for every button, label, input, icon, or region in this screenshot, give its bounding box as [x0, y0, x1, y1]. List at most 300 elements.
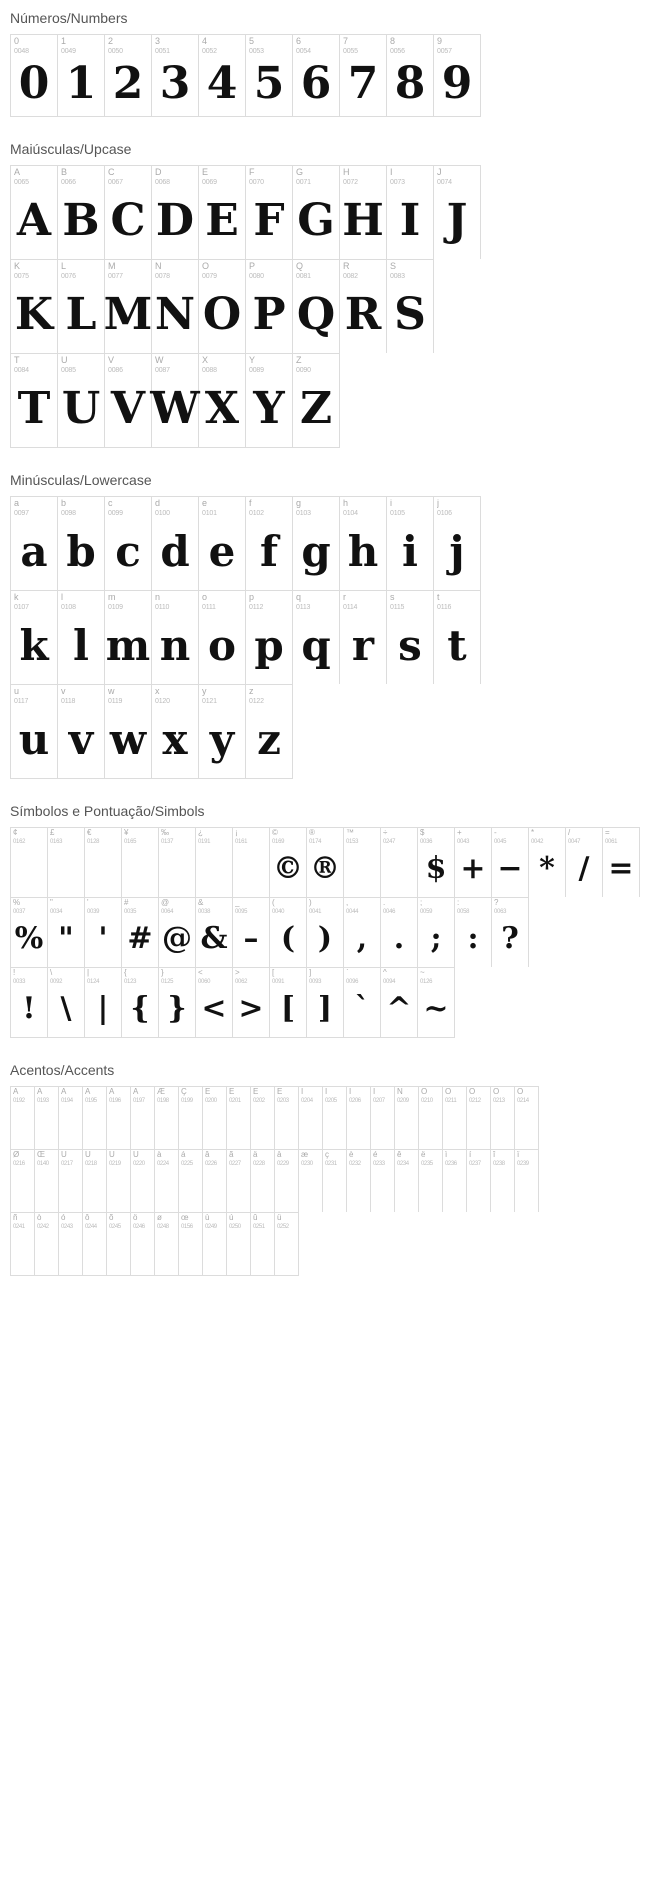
glyph-cell[interactable] — [293, 354, 340, 447]
glyph-cell[interactable] — [381, 898, 418, 967]
glyph-meta — [105, 497, 151, 517]
glyph-cell[interactable] — [270, 898, 307, 967]
glyph-cell[interactable] — [293, 591, 340, 684]
glyph-cell[interactable] — [35, 1150, 59, 1212]
glyph-cell[interactable] — [11, 1087, 35, 1149]
glyph-cell[interactable] — [199, 497, 246, 590]
glyph-meta — [107, 1150, 130, 1167]
glyph-meta — [270, 898, 306, 915]
glyph-code-label: 0035 — [124, 909, 137, 915]
glyph-cell[interactable] — [270, 968, 307, 1037]
glyph-char-label: n — [155, 593, 161, 602]
glyph-cell[interactable] — [293, 260, 340, 353]
glyph-char-label: X — [202, 356, 209, 365]
glyph-cell[interactable] — [434, 35, 481, 116]
glyph-meta — [387, 260, 433, 280]
glyph-cell[interactable] — [246, 497, 293, 590]
glyph-meta — [35, 1213, 58, 1230]
glyph-cell[interactable] — [293, 35, 340, 116]
glyph-cell[interactable] — [270, 828, 307, 897]
glyph-cell[interactable] — [491, 1150, 515, 1212]
glyph-code-label: 0048 — [14, 48, 29, 55]
glyph-char-label: ) — [309, 899, 312, 907]
glyph-cell[interactable] — [105, 497, 152, 590]
glyph-cell[interactable] — [443, 1150, 467, 1212]
glyph-row — [10, 590, 481, 684]
glyph-cell[interactable] — [246, 166, 293, 259]
glyph-meta — [159, 898, 195, 915]
glyph-char-label: G — [296, 168, 304, 177]
glyph-cell[interactable] — [529, 828, 566, 897]
glyph-cell[interactable] — [131, 1213, 155, 1275]
glyph-cell[interactable] — [199, 591, 246, 684]
glyph-char-label: Å — [133, 1088, 139, 1096]
glyph-char-label: á — [181, 1151, 186, 1159]
glyph-cell[interactable] — [251, 1150, 275, 1212]
glyph-cell[interactable] — [179, 1087, 203, 1149]
glyph-meta — [293, 591, 339, 611]
glyph-meta — [381, 828, 417, 845]
glyph-cell[interactable] — [196, 898, 233, 967]
glyph-cell[interactable] — [83, 1087, 107, 1149]
glyph-cell[interactable] — [152, 685, 199, 778]
glyph-cell[interactable] — [603, 828, 640, 897]
glyph-preview: X — [204, 382, 240, 434]
glyph-cell[interactable] — [395, 1087, 419, 1149]
glyph-cell[interactable] — [344, 898, 381, 967]
glyph-cell[interactable] — [199, 354, 246, 447]
glyph-code-label: 0115 — [390, 604, 405, 611]
glyph-cell[interactable] — [11, 898, 48, 967]
glyph-meta — [196, 968, 232, 985]
glyph-cell[interactable] — [387, 497, 434, 590]
glyph-meta — [131, 1213, 154, 1230]
glyph-preview: : — [467, 921, 479, 957]
glyph-cell[interactable] — [85, 898, 122, 967]
glyph-char-label: C — [108, 168, 115, 177]
glyph-char-label: w — [108, 687, 115, 696]
glyph-cell[interactable] — [395, 1150, 419, 1212]
glyph-preview — [83, 1167, 106, 1212]
glyph-cell[interactable] — [418, 898, 455, 967]
glyph-meta — [11, 1213, 34, 1230]
glyph-cell[interactable] — [307, 968, 344, 1037]
glyph-preview — [11, 1230, 34, 1275]
glyph-meta — [515, 1150, 538, 1167]
glyph-code-label: 0203 — [277, 1098, 289, 1104]
glyph-preview — [347, 1167, 370, 1212]
glyph-cell[interactable] — [299, 1150, 323, 1212]
glyph-preview — [467, 1167, 490, 1212]
glyph-cell[interactable] — [275, 1213, 299, 1275]
glyph-preview: N — [154, 288, 196, 340]
glyph-cell[interactable] — [85, 828, 122, 897]
glyph-cell[interactable] — [155, 1213, 179, 1275]
glyph-meta — [155, 1150, 178, 1167]
glyph-cell[interactable] — [492, 828, 529, 897]
glyph-cell[interactable] — [340, 591, 387, 684]
glyph-cell[interactable] — [105, 354, 152, 447]
glyph-char-label: 7 — [343, 37, 349, 46]
glyph-cell[interactable] — [381, 828, 418, 897]
glyph-cell[interactable] — [203, 1150, 227, 1212]
glyph-meta — [152, 35, 198, 55]
glyph-cell[interactable] — [227, 1150, 251, 1212]
glyph-cell[interactable] — [152, 260, 199, 353]
glyph-meta — [246, 35, 292, 55]
glyph-cell[interactable] — [58, 354, 105, 447]
glyph-preview — [35, 1230, 58, 1275]
glyph-preview: c — [115, 526, 141, 576]
glyph-cell[interactable] — [122, 898, 159, 967]
glyph-meta — [246, 685, 292, 705]
glyph-code-label: 0109 — [108, 604, 123, 611]
glyph-cell[interactable] — [179, 1213, 203, 1275]
glyph-char-label: ® — [309, 829, 315, 837]
glyph-char-label: , — [346, 899, 349, 907]
glyph-cell[interactable] — [59, 1150, 83, 1212]
glyph-cell[interactable] — [155, 1087, 179, 1149]
glyph-char-label: | — [87, 969, 90, 977]
glyph-cell[interactable] — [347, 1087, 371, 1149]
glyph-meta — [152, 354, 198, 374]
glyph-char-label: ó — [61, 1214, 66, 1222]
glyph-cell[interactable] — [455, 828, 492, 897]
glyph-code-label: 0095 — [235, 909, 248, 915]
glyph-char-label: Y — [249, 356, 256, 365]
glyph-preview: g — [301, 526, 331, 576]
glyph-code-label: 0055 — [343, 48, 358, 55]
glyph-cell[interactable] — [11, 166, 58, 259]
glyph-char-label: A — [14, 168, 21, 177]
glyph-cell[interactable] — [387, 166, 434, 259]
glyph-cell[interactable] — [203, 1087, 227, 1149]
glyph-cell[interactable] — [227, 1087, 251, 1149]
glyph-cell[interactable] — [434, 166, 481, 259]
glyph-cell[interactable] — [199, 685, 246, 778]
glyph-grid — [0, 34, 661, 117]
glyph-meta — [122, 898, 158, 915]
glyph-char-label: ø — [157, 1214, 162, 1222]
glyph-cell[interactable] — [566, 828, 603, 897]
glyph-cell[interactable] — [105, 591, 152, 684]
glyph-cell[interactable] — [246, 685, 293, 778]
glyph-meta — [131, 1150, 154, 1167]
glyph-cell[interactable] — [131, 1087, 155, 1149]
glyph-code-label: 0042 — [531, 839, 544, 845]
glyph-cell[interactable] — [11, 591, 58, 684]
glyph-cell[interactable] — [515, 1087, 539, 1149]
glyph-preview: ~ — [423, 991, 449, 1027]
glyph-char-label: 5 — [249, 37, 255, 46]
glyph-cell[interactable] — [371, 1087, 395, 1149]
glyph-meta — [11, 497, 57, 517]
glyph-cell[interactable] — [323, 1087, 347, 1149]
glyph-cell[interactable] — [199, 260, 246, 353]
glyph-char-label: i — [390, 499, 392, 508]
glyph-preview: 6 — [300, 57, 332, 109]
glyph-code-label: 0038 — [198, 909, 211, 915]
glyph-preview — [515, 1104, 538, 1149]
glyph-cell[interactable] — [246, 260, 293, 353]
glyph-char-label: Ê — [253, 1088, 259, 1096]
glyph-cell[interactable] — [275, 1150, 299, 1212]
glyph-char-label: m — [108, 593, 116, 602]
glyph-char-label: Á — [37, 1088, 43, 1096]
glyph-cell[interactable] — [35, 1087, 59, 1149]
glyph-cell[interactable] — [11, 260, 58, 353]
glyph-cell[interactable] — [11, 35, 58, 116]
glyph-preview — [347, 1104, 370, 1149]
glyph-cell[interactable] — [340, 166, 387, 259]
glyph-cell[interactable] — [246, 354, 293, 447]
glyph-cell[interactable] — [467, 1087, 491, 1149]
glyph-meta — [11, 685, 57, 705]
glyph-preview — [107, 1167, 130, 1212]
glyph-cell[interactable] — [467, 1150, 491, 1212]
glyph-cell[interactable] — [233, 828, 270, 897]
glyph-cell[interactable] — [152, 166, 199, 259]
glyph-cell[interactable] — [387, 591, 434, 684]
glyph-cell[interactable] — [48, 828, 85, 897]
glyph-cell[interactable] — [323, 1150, 347, 1212]
glyph-meta — [152, 166, 198, 186]
glyph-cell[interactable] — [179, 1150, 203, 1212]
glyph-cell[interactable] — [59, 1087, 83, 1149]
glyph-cell[interactable] — [196, 828, 233, 897]
glyph-cell[interactable] — [381, 968, 418, 1037]
glyph-cell[interactable] — [251, 1087, 275, 1149]
glyph-cell[interactable] — [299, 1087, 323, 1149]
glyph-meta — [11, 828, 47, 845]
glyph-meta — [11, 968, 47, 985]
glyph-meta — [443, 1150, 466, 1167]
glyph-code-label: 0043 — [457, 839, 470, 845]
glyph-cell[interactable] — [58, 591, 105, 684]
glyph-cell[interactable] — [418, 968, 455, 1037]
glyph-cell[interactable] — [340, 497, 387, 590]
glyph-char-label: 0 — [14, 37, 20, 46]
glyph-cell[interactable] — [105, 260, 152, 353]
glyph-cell[interactable] — [492, 898, 529, 967]
glyph-cell[interactable] — [293, 497, 340, 590]
glyph-char-label: ì — [445, 1151, 448, 1159]
glyph-cell[interactable] — [246, 35, 293, 116]
glyph-meta — [340, 497, 386, 517]
glyph-char-label: Î — [349, 1088, 352, 1096]
glyph-cell[interactable] — [227, 1213, 251, 1275]
glyph-cell[interactable] — [203, 1213, 227, 1275]
glyph-cell[interactable] — [275, 1087, 299, 1149]
glyph-meta — [340, 260, 386, 280]
glyph-preview: D — [155, 194, 195, 246]
glyph-preview: V — [110, 382, 146, 434]
glyph-cell[interactable] — [246, 591, 293, 684]
glyph-char-label: õ — [109, 1214, 114, 1222]
glyph-meta — [381, 898, 417, 915]
glyph-code-label: 0210 — [421, 1098, 433, 1104]
glyph-cell[interactable] — [107, 1087, 131, 1149]
glyph-cell[interactable] — [434, 497, 481, 590]
glyph-cell[interactable] — [105, 35, 152, 116]
glyph-cell[interactable] — [387, 260, 434, 353]
glyph-cell[interactable] — [58, 166, 105, 259]
glyph-char-label: Â — [61, 1088, 67, 1096]
glyph-cell[interactable] — [58, 260, 105, 353]
glyph-meta — [199, 166, 245, 186]
glyph-preview — [85, 845, 121, 897]
glyph-code-label: 0033 — [13, 979, 26, 985]
glyph-cell[interactable] — [85, 968, 122, 1037]
glyph-cell[interactable] — [152, 35, 199, 116]
glyph-code-label: 0207 — [373, 1098, 385, 1104]
glyph-cell[interactable] — [418, 828, 455, 897]
glyph-cell[interactable] — [491, 1087, 515, 1149]
glyph-cell[interactable] — [434, 591, 481, 684]
glyph-cell[interactable] — [122, 828, 159, 897]
glyph-meta — [203, 1087, 226, 1104]
glyph-code-label: 0236 — [445, 1161, 457, 1167]
glyph-cell[interactable] — [83, 1213, 107, 1275]
glyph-cell[interactable] — [107, 1213, 131, 1275]
glyph-preview — [59, 1230, 82, 1275]
glyph-cell[interactable] — [152, 354, 199, 447]
glyph-cell[interactable] — [455, 898, 492, 967]
glyph-char-label: ; — [420, 899, 423, 907]
glyph-cell[interactable] — [293, 166, 340, 259]
glyph-cell[interactable] — [199, 166, 246, 259]
glyph-cell[interactable] — [233, 968, 270, 1037]
glyph-code-label: 0041 — [309, 909, 322, 915]
glyph-code-label: 0112 — [249, 604, 264, 611]
glyph-preview — [515, 1167, 538, 1212]
glyph-cell[interactable] — [340, 35, 387, 116]
glyph-cell[interactable] — [59, 1213, 83, 1275]
glyph-meta — [199, 685, 245, 705]
glyph-cell[interactable] — [419, 1087, 443, 1149]
glyph-preview — [155, 1167, 178, 1212]
glyph-cell[interactable] — [11, 685, 58, 778]
glyph-code-label: 0162 — [13, 839, 26, 845]
glyph-cell[interactable] — [107, 1150, 131, 1212]
glyph-code-label: 0099 — [108, 510, 123, 517]
glyph-cell[interactable] — [307, 828, 344, 897]
glyph-cell[interactable] — [155, 1150, 179, 1212]
glyph-code-label: 0226 — [205, 1161, 217, 1167]
glyph-cell[interactable] — [152, 497, 199, 590]
glyph-char-label: s — [390, 593, 395, 602]
glyph-cell[interactable] — [58, 35, 105, 116]
glyph-cell[interactable] — [196, 968, 233, 1037]
glyph-cell[interactable] — [251, 1213, 275, 1275]
glyph-cell[interactable] — [11, 354, 58, 447]
glyph-preview: 2 — [112, 57, 144, 109]
glyph-code-label: 0252 — [277, 1224, 289, 1230]
glyph-cell[interactable] — [199, 35, 246, 116]
glyph-code-label: 0072 — [343, 179, 358, 186]
glyph-cell[interactable] — [131, 1150, 155, 1212]
glyph-cell[interactable] — [58, 497, 105, 590]
glyph-cell[interactable] — [443, 1087, 467, 1149]
glyph-meta — [299, 1150, 322, 1167]
glyph-cell[interactable] — [419, 1150, 443, 1212]
glyph-code-label: 0054 — [296, 48, 311, 55]
glyph-code-label: 0195 — [85, 1098, 97, 1104]
glyph-cell[interactable] — [105, 166, 152, 259]
glyph-char-label: a — [14, 499, 20, 508]
glyph-preview — [35, 1104, 58, 1149]
glyph-preview: C — [110, 194, 146, 246]
glyph-cell[interactable] — [344, 828, 381, 897]
glyph-char-label: { — [124, 969, 127, 977]
glyph-cell[interactable] — [371, 1150, 395, 1212]
glyph-meta — [179, 1087, 202, 1104]
glyph-cell[interactable] — [11, 968, 48, 1037]
glyph-cell[interactable] — [48, 968, 85, 1037]
glyph-cell[interactable] — [159, 898, 196, 967]
glyph-cell[interactable] — [48, 898, 85, 967]
glyph-cell[interactable] — [11, 1150, 35, 1212]
glyph-cell[interactable] — [11, 828, 48, 897]
glyph-char-label: d — [155, 499, 161, 508]
glyph-preview: U — [61, 382, 101, 434]
glyph-cell[interactable] — [515, 1150, 539, 1212]
glyph-char-label: r — [343, 593, 346, 602]
glyph-cell[interactable] — [347, 1150, 371, 1212]
glyph-cell[interactable] — [159, 828, 196, 897]
glyph-cell[interactable] — [11, 1213, 35, 1275]
glyph-cell[interactable] — [387, 35, 434, 116]
glyph-preview: = — [608, 851, 634, 887]
glyph-preview: ^ — [386, 991, 412, 1027]
glyph-char-label: V — [108, 356, 115, 365]
glyph-char-label: & — [198, 899, 204, 907]
glyph-cell[interactable] — [152, 591, 199, 684]
glyph-cell[interactable] — [11, 497, 58, 590]
glyph-code-label: 0111 — [202, 604, 216, 611]
glyph-char-label: N — [155, 262, 162, 271]
glyph-meta — [199, 591, 245, 611]
glyph-cell[interactable] — [83, 1150, 107, 1212]
glyph-meta — [58, 166, 104, 186]
glyph-char-label: Ú — [85, 1151, 91, 1159]
glyph-char-label: I — [390, 168, 393, 177]
glyph-preview — [59, 1104, 82, 1149]
glyph-preview: ; — [430, 921, 442, 957]
glyph-code-label: 0196 — [109, 1098, 121, 1104]
glyph-meta — [203, 1213, 226, 1230]
glyph-cell[interactable] — [105, 685, 152, 778]
glyph-cell[interactable] — [122, 968, 159, 1037]
glyph-cell[interactable] — [159, 968, 196, 1037]
glyph-cell[interactable] — [307, 898, 344, 967]
glyph-meta — [199, 260, 245, 280]
glyph-cell[interactable] — [35, 1213, 59, 1275]
glyph-preview: @ — [162, 921, 192, 957]
glyph-grid — [0, 1086, 661, 1276]
glyph-code-label: 0249 — [205, 1224, 217, 1230]
glyph-char-label: Ë — [277, 1088, 283, 1096]
glyph-cell[interactable] — [344, 968, 381, 1037]
glyph-code-label: 0092 — [50, 979, 63, 985]
glyph-cell[interactable] — [58, 685, 105, 778]
glyph-preview — [203, 1167, 226, 1212]
glyph-cell[interactable] — [233, 898, 270, 967]
glyph-meta — [347, 1087, 370, 1104]
glyph-char-label: 3 — [155, 37, 161, 46]
glyph-char-label: } — [161, 969, 164, 977]
glyph-cell[interactable] — [340, 260, 387, 353]
